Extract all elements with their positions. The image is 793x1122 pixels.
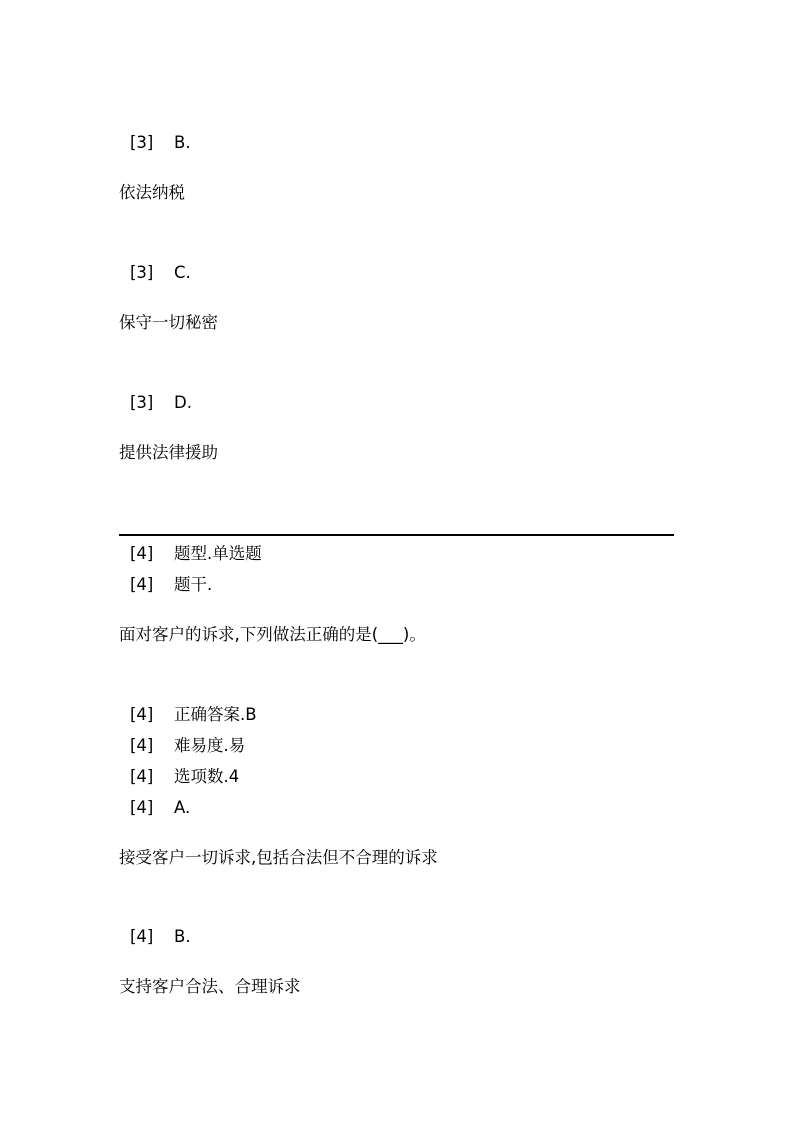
- question-number: [4]: [130, 798, 154, 817]
- question-type: 题型.单选题: [174, 544, 262, 563]
- option-label: A.: [174, 798, 191, 817]
- option-text-content: 保守一切秘密: [119, 313, 218, 332]
- question-number: [4]: [130, 544, 154, 563]
- question-stem-text: 面对客户的诉求,下列做法正确的是(___)。: [119, 625, 426, 644]
- option-text-content: 依法纳税: [119, 183, 185, 202]
- option-label: B.: [174, 133, 191, 152]
- question-divider: [119, 534, 674, 536]
- question-number: [4]: [130, 705, 154, 724]
- difficulty: 难易度.易: [174, 736, 246, 755]
- option-label: B.: [174, 927, 191, 946]
- question-stem-label: 题干.: [174, 575, 213, 594]
- option-label: D.: [174, 393, 192, 412]
- question-number: [3]: [130, 133, 154, 152]
- correct-answer: 正确答案.B: [174, 705, 257, 724]
- option-text-content: 支持客户合法、合理诉求: [119, 977, 301, 996]
- question-number: [3]: [130, 393, 154, 412]
- question-number: [4]: [130, 575, 154, 594]
- option-label: C.: [174, 263, 191, 282]
- option-text-content: 接受客户一切诉求,包括合法但不合理的诉求: [119, 848, 438, 867]
- option-count: 选项数.4: [174, 767, 240, 786]
- question-number: [4]: [130, 767, 154, 786]
- question-number: [3]: [130, 263, 154, 282]
- question-number: [4]: [130, 927, 154, 946]
- option-text-content: 提供法律援助: [119, 443, 218, 462]
- question-number: [4]: [130, 736, 154, 755]
